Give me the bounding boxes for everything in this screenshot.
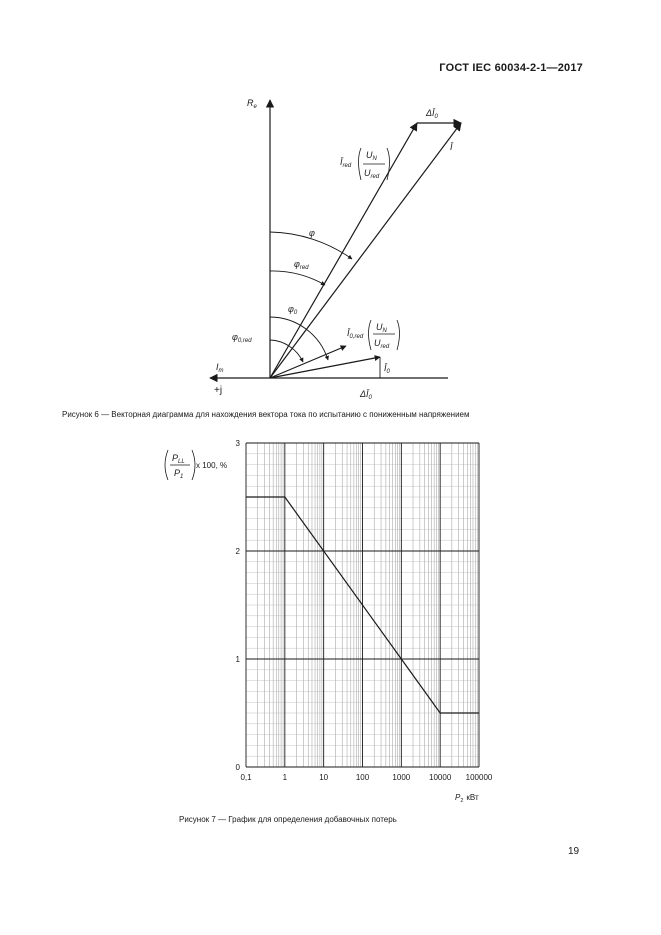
ylabel-suffix: x 100, % [196,461,228,470]
document-header: ГОСТ IEC 60034-2-1—2017 [439,62,583,74]
y-tick-label: 0 [235,763,240,772]
figure7-caption: Рисунок 7 — График для определения добавочных потерь [179,815,397,824]
x-tick-label: 0,1 [240,773,252,782]
ured-label-1: $U_{red}$ [364,168,380,180]
ylabel-numerator: $P_{LL}$ [172,453,185,465]
x-tick-label: 100000 [465,773,493,782]
x-tick-label: 1 [282,773,288,782]
i-label: Ī [450,142,453,152]
un-label-1: $U_N$ [366,150,377,162]
chart-ticks [236,439,493,782]
im-label: $I_m$ [216,362,224,374]
i0-label: $Ī_0$ [384,363,390,375]
y-tick-label: 3 [235,439,240,448]
ured-label-2: $U_{red}$ [374,338,390,350]
page-number: 19 [568,846,580,857]
x-tick-label: 1000 [392,773,411,782]
xlabel: $P_2$ кВт [455,793,479,804]
phi-label: φ [309,228,315,238]
figure6-caption: Рисунок 6 — Векторная диаграмма для нахождения вектора тока по испытанию с пониженным напряжением [62,410,470,419]
phi0-red-label: $\varphi_{0,red}$ [232,332,252,344]
x-tick-label: 10000 [429,773,452,782]
y-tick-label: 1 [235,655,240,664]
phi0-label: $\varphi_0$ [288,304,298,316]
phi-red-label: $\varphi_{red}$ [294,259,309,271]
i-red-label: $Ī_{red}$ [340,157,352,169]
x-tick-label: 10 [319,773,329,782]
ylabel-denominator: $P_1$ [174,468,184,480]
un-label-2: $U_N$ [376,322,387,334]
re-label: $R_e$ [247,98,257,110]
delta-i0-top-label: $\Delta Ī_0$ [426,108,438,120]
y-tick-label: 2 [235,547,240,556]
plus-j-label: +j [214,385,223,396]
ylabel-paren-left [165,450,168,480]
i0-red-label: $Ī_{0,red}$ [347,328,364,340]
delta-i0-bottom-label: $\Delta Ī_0$ [360,389,372,401]
ylabel-paren-right [192,450,195,480]
x-tick-label: 100 [355,773,370,782]
